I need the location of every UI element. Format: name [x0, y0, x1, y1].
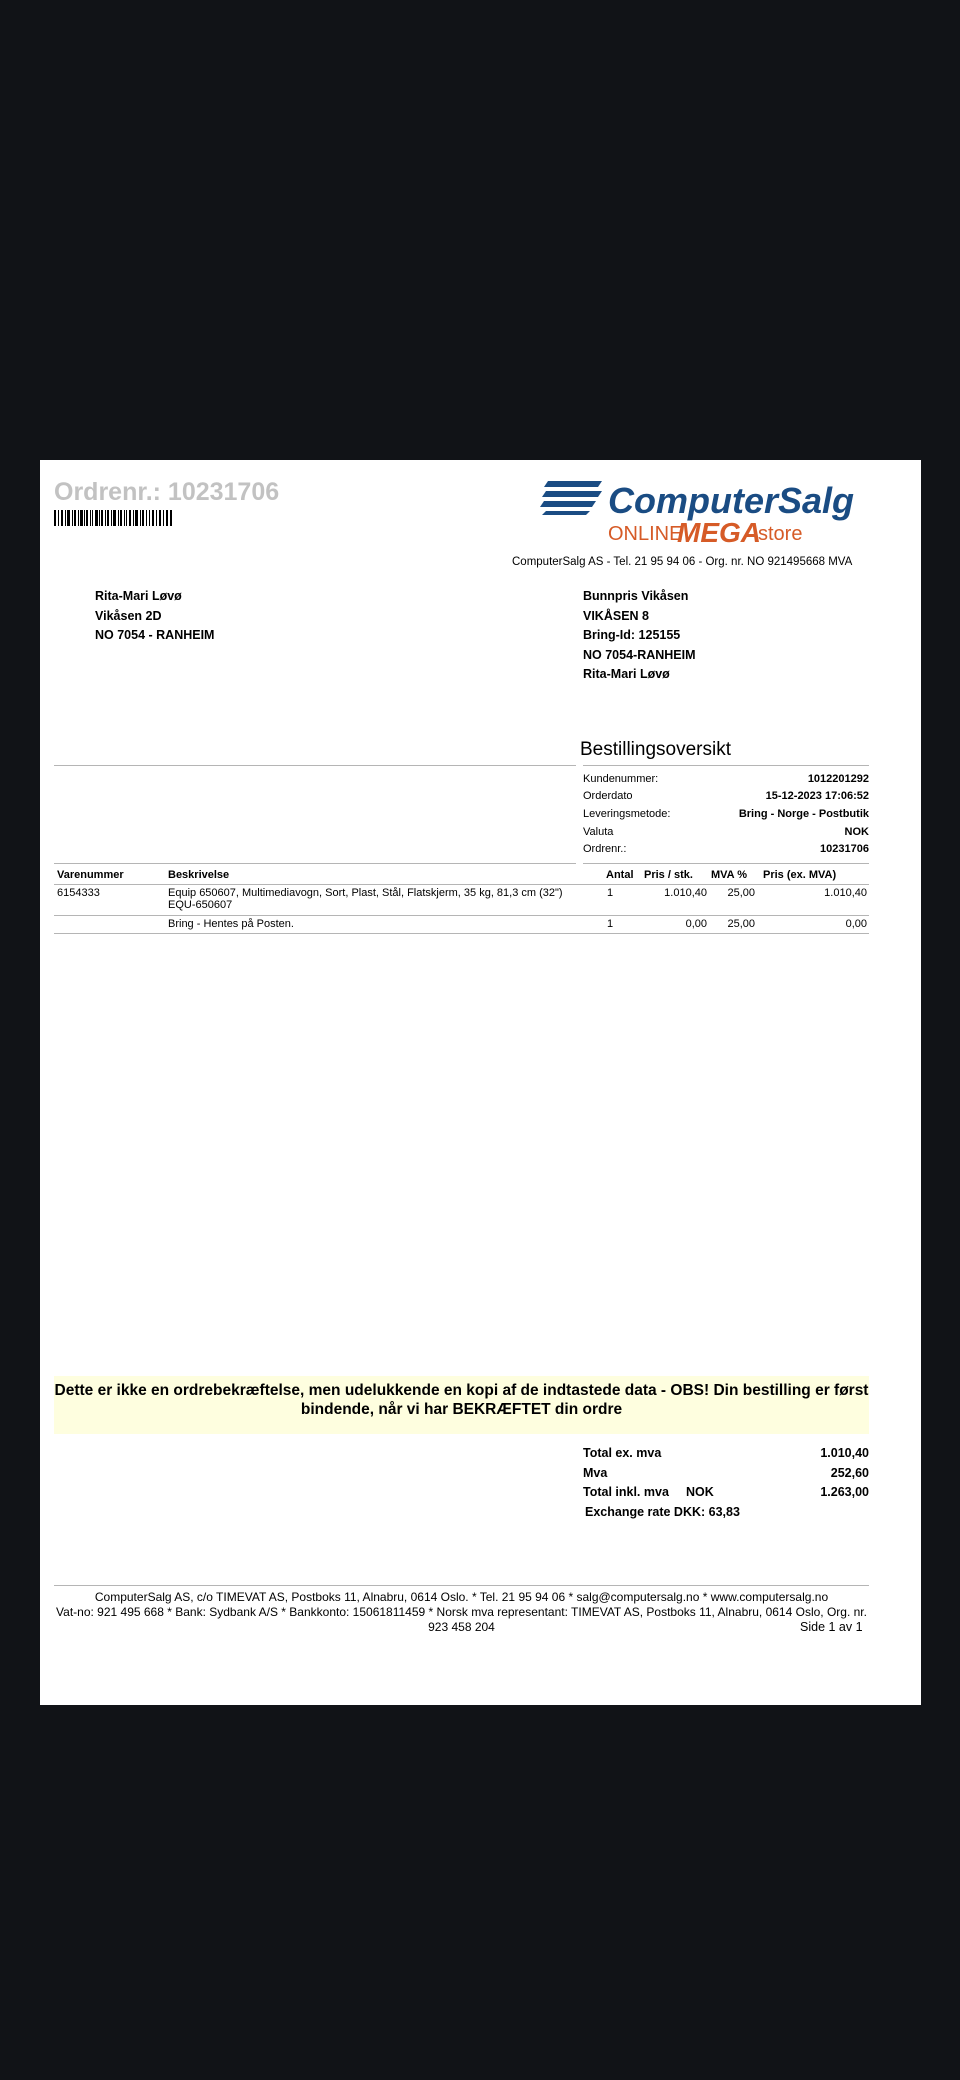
- column-header: Pris (ex. MVA): [763, 869, 837, 881]
- totals-block: [583, 1444, 869, 1522]
- address-line: NO 7054 - RANHEIM: [95, 628, 215, 642]
- total-ex-value: 1.010,40: [820, 1446, 869, 1460]
- address-line: VIKÅSEN 8: [583, 608, 649, 623]
- item-description-text: Equip 650607, Multimediavogn, Sort, Plast, Stål, Flatskjerm, 35 kg, 81,3 cm (32"): [168, 887, 563, 899]
- mva-value: 252,60: [830, 1465, 869, 1480]
- customer-address: [95, 587, 214, 646]
- divider: [54, 1585, 869, 1586]
- delivery-address: [583, 587, 696, 685]
- table-header: [54, 867, 869, 884]
- total-row: [583, 1464, 869, 1484]
- overview-value: NOK: [844, 825, 869, 838]
- divider: [583, 765, 869, 766]
- total-ex-label: Total ex. mva: [583, 1446, 662, 1460]
- svg-text:ONLINE: ONLINE: [608, 523, 683, 545]
- overview-row: [583, 840, 869, 858]
- overview-row: [583, 788, 869, 806]
- item-description: Bring - Hentes på Posten.: [168, 918, 294, 930]
- footer-line: Vat-no: 921 495 668 * Bank: Sydbank A/S * Bankkonto: 15061811459 * Norsk mva representant: TIMEVAT AS, Postboks 11, Alnabru, 0614 Oslo, Org. nr. 923 458 204: [56, 1605, 867, 1634]
- address-line: Bring-Id: 125155: [583, 628, 681, 642]
- notice-banner: Dette er ikke en ordrebekræftelse, men udelukkende en kopi af de indtastede data - OBS! Din bestilling er først bindende, når vi har BEKRÆFTET din ordre: [54, 1376, 869, 1434]
- divider: [583, 863, 869, 864]
- address-line: Bunnpris Vikåsen: [583, 589, 689, 603]
- divider: [54, 765, 576, 766]
- overview-label: Ordrenr.:: [583, 843, 627, 856]
- svg-text:store: store: [758, 523, 803, 545]
- address-line: Rita-Mari Løvø: [583, 667, 670, 681]
- divider: [54, 933, 869, 934]
- currency: NOK: [686, 1485, 714, 1499]
- overview-row: [583, 770, 869, 788]
- item-vat: 25,00: [727, 887, 755, 899]
- table-row: [54, 916, 869, 933]
- svg-text:MEGA: MEGA: [677, 517, 761, 548]
- column-header: Varenummer: [57, 869, 124, 881]
- overview-row: [583, 823, 869, 841]
- company-info-line: ComputerSalg AS - Tel. 21 95 94 06 - Org. nr. NO 921495668 MVA: [512, 556, 853, 568]
- overview-value: 10231706: [820, 843, 869, 856]
- overview-value: Bring - Norge - Postbutik: [738, 807, 869, 820]
- item-total: 0,00: [845, 918, 867, 930]
- exchange-rate: Exchange rate DKK: 63,83: [585, 1504, 740, 1519]
- overview-row: [583, 805, 869, 823]
- mva-label: Mva: [583, 1465, 608, 1480]
- items-table: [54, 867, 869, 934]
- computersalg-logo: [540, 475, 855, 548]
- item-code: EQU-650607: [168, 899, 233, 911]
- overview-label: Kundenummer:: [583, 772, 659, 785]
- item-description: [168, 887, 598, 911]
- address-line: NO 7054-RANHEIM: [583, 647, 696, 662]
- overview-label: Valuta: [583, 825, 614, 838]
- overview-value: 15-12-2023 17:06:52: [765, 790, 869, 803]
- item-qty: 1: [607, 887, 614, 899]
- address-line: Rita-Mari Løvø: [95, 589, 182, 603]
- total-row: [583, 1444, 869, 1464]
- overview-label: Leveringsmetode:: [583, 807, 671, 820]
- order-number-title: Ordrenr.: 10231706: [54, 478, 280, 506]
- speed-lines-icon: [540, 481, 602, 515]
- item-unit-price: 1.010,40: [664, 887, 707, 899]
- order-overview: [583, 770, 869, 858]
- column-header: Beskrivelse: [168, 869, 230, 881]
- item-total: 1.010,40: [824, 887, 867, 899]
- footer-line: ComputerSalg AS, c/o TIMEVAT AS, Postboks 11, Alnabru, 0614 Oslo. * Tel. 21 95 94 06 * salg@computersalg.no * www.computersalg.no: [94, 1590, 829, 1604]
- total-incl-value: 1.263,00: [820, 1485, 869, 1499]
- item-unit-price: 0,00: [685, 918, 707, 930]
- overview-label: Orderdato: [583, 790, 633, 803]
- item-qty: 1: [607, 918, 614, 930]
- column-header: Antal: [606, 869, 634, 881]
- order-document: [40, 460, 921, 1705]
- address-line: Vikåsen 2D: [95, 608, 162, 623]
- overview-value: 1012201292: [807, 772, 869, 785]
- total-row: [583, 1503, 869, 1523]
- total-incl-label: Total inkl. mva: [583, 1485, 669, 1499]
- svg-text:ComputerSalg: ComputerSalg: [608, 480, 855, 521]
- column-header: Pris / stk.: [644, 869, 693, 881]
- total-row: [583, 1483, 869, 1503]
- divider: [54, 863, 576, 864]
- footer: [54, 1590, 869, 1635]
- column-header: MVA %: [711, 869, 748, 881]
- item-vat: 25,00: [727, 918, 755, 930]
- item-sku: 6154333: [57, 887, 100, 899]
- page-number: Side 1 av 1: [800, 1620, 863, 1634]
- overview-title: Bestillingsoversikt: [580, 739, 731, 760]
- table-row: [54, 885, 869, 915]
- barcode: [54, 510, 172, 526]
